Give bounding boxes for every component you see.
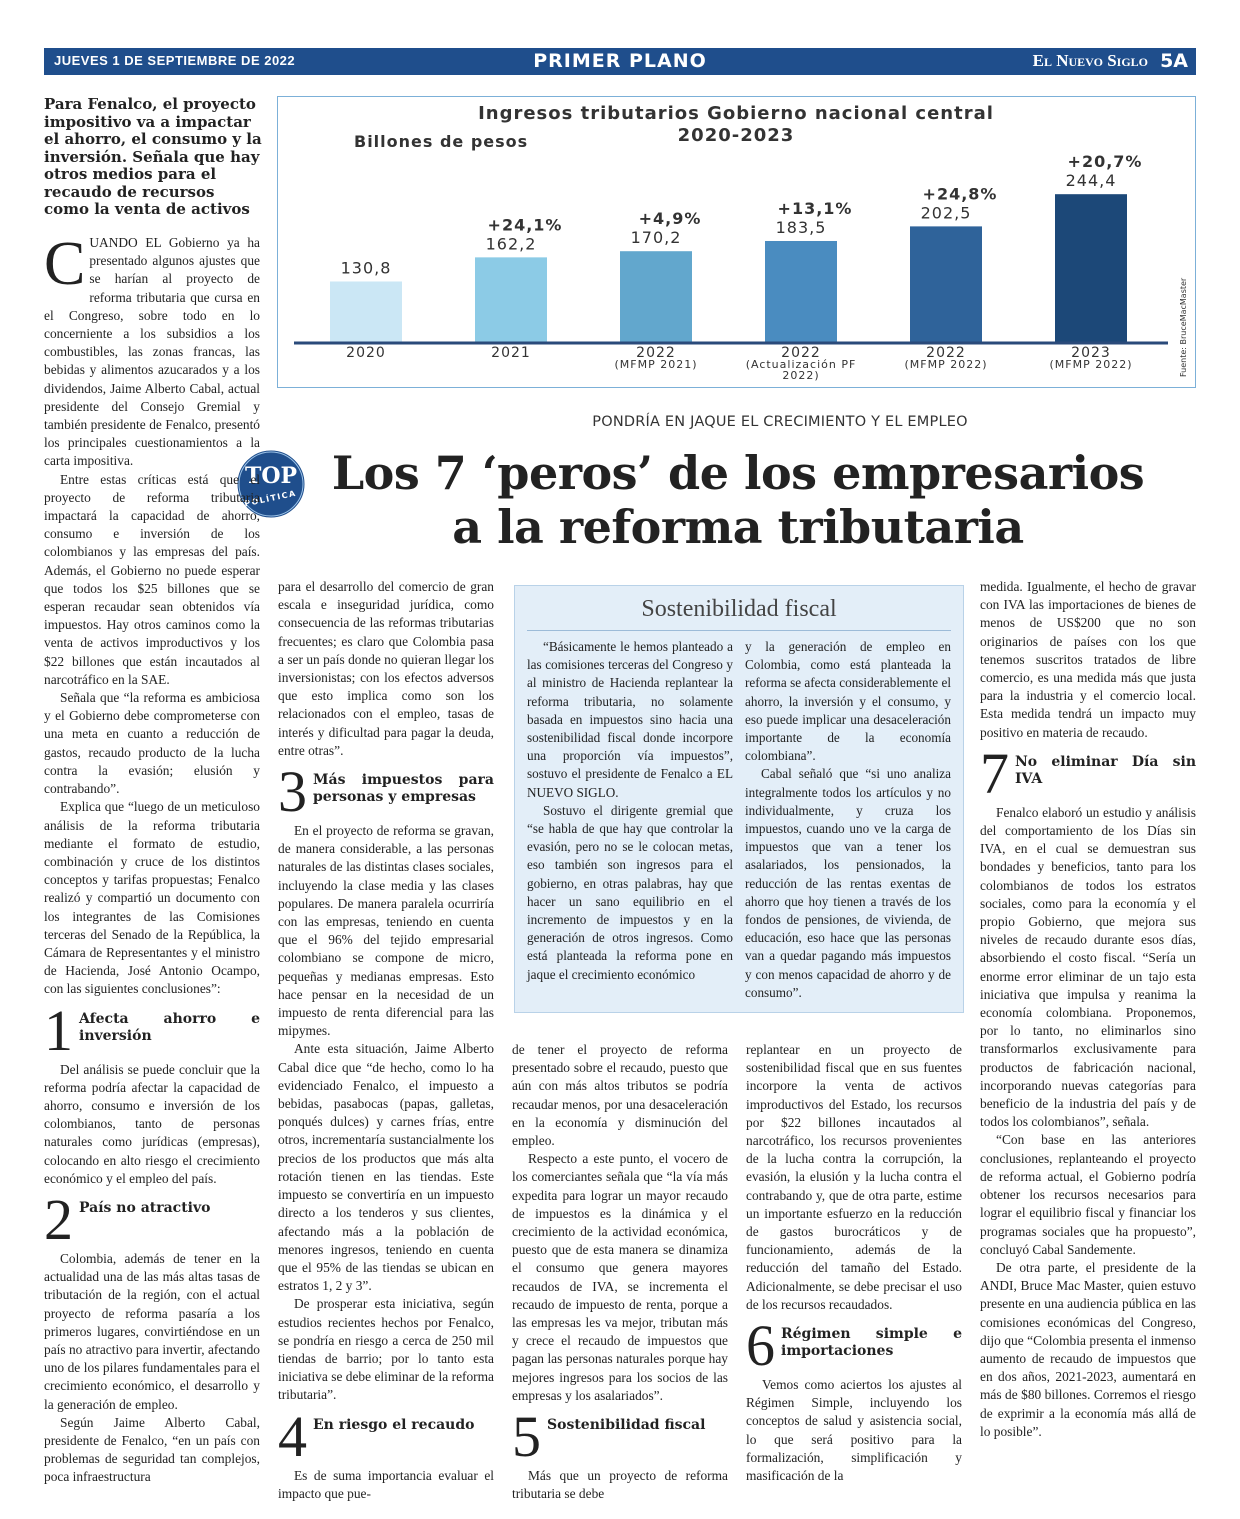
chart-value-label: 202,5 bbox=[920, 203, 972, 223]
point-3-number: 3 bbox=[278, 759, 307, 825]
article-column-5 bbox=[980, 578, 1196, 1441]
chart-growth-label: +20,7% bbox=[1067, 152, 1143, 172]
chart-growth-label: +24,8% bbox=[922, 184, 998, 204]
page-header bbox=[44, 48, 1196, 75]
col5-paragraph-3: “Con base en las anteriores conclusiones, replanteando el proyecto de reforma actual, el Gobierno podría obtener los recursos necesarios para lograr el equilibrio fiscal y financiar los programas sociales que ha propuesto”, concluyó Cabal Sandemente. bbox=[980, 1132, 1196, 1257]
point-1-title: Afecta ahorro e inversión bbox=[79, 1010, 260, 1044]
header-publication: El Nuevo Siglo bbox=[1032, 51, 1148, 70]
col2-paragraph-5: Es de suma importancia evaluar el impacto que pue- bbox=[278, 1467, 494, 1501]
header-date: JUEVES 1 DE SEPTIEMBRE DE 2022 bbox=[54, 53, 296, 68]
col1-paragraph-5: Del análisis se puede concluir que la reforma podría afectar la capacidad de ahorro, consumo e inversión de los colombianos, tanto de personas naturales como jurídicas (empresas), colocando en alto riesgo el crecimiento económico y el empleo del país. bbox=[44, 1061, 260, 1186]
col1-paragraph-1: UANDO EL Gobierno ya ha presentado algunos ajustes que se harían al proyecto de reforma tributaria que cursa en el Congreso, sobre todo en lo concerniente a los subsidios a los combustibles, las zonas francas, las bebidas y alimentos azucarados y a los dividendos, Jaime Alberto Cabal, actual presidente del Consejo Gremial y también presidente de Fenalco, presentó los principales cuestionamientos a la carta impositiva. bbox=[44, 235, 260, 469]
col3-paragraph-3: Más que un proyecto de reforma tributaria se debe bbox=[512, 1468, 728, 1502]
chart-bar bbox=[765, 241, 837, 342]
col1-paragraph-4: Explica que “luego de un meticuloso análisis de la reforma tributaria mediante el formato de estudio, combinación y cruce de los distintos conceptos y tarifas propuestas; Fenalco realizó y compartió un documento con los integrantes de las Comisiones terceras del Senado de la República, la Cámara de Representantes y el ministro de Hacienda, José Antonio Ocampo, con las siguientes conclusiones”: bbox=[44, 799, 260, 997]
col1-paragraph-7: Según Jaime Alberto Cabal, presidente de Fenalco, “en un país con problemas de seguridad tan complejos, poca infraestructura bbox=[44, 1414, 260, 1485]
header-section: PRIMER PLANO bbox=[533, 50, 707, 72]
badge-top: TOP bbox=[244, 463, 298, 489]
chart-title: Ingresos tributarios Gobierno nacional central bbox=[478, 103, 994, 124]
chart-value-label: 183,5 bbox=[775, 217, 827, 237]
point-2-title: País no atractivo bbox=[79, 1199, 211, 1216]
chart-bar bbox=[910, 226, 982, 342]
headline-line-2: a la reforma tributaria bbox=[452, 500, 1024, 554]
point-2-number: 2 bbox=[44, 1186, 73, 1252]
chart-category-sublabel: (Actualización PF bbox=[745, 358, 857, 371]
box-column-left bbox=[527, 638, 733, 984]
point-5-number: 5 bbox=[512, 1404, 541, 1470]
chart-bar bbox=[330, 281, 402, 342]
col2-paragraph-4: De prosperar esta iniciativa, según estudios recientes hechos por Fenalco, se pondría en riesgo a cerca de 250 mil tiendas de barrio; por lo tanto esta iniciativa se debe eliminar de la reforma tributaria”. bbox=[278, 1296, 494, 1403]
lead-summary: Para Fenalco, el proyecto impositivo va a impactar el ahorro, el consumo y la inversión. Señala que hay otros medios para el recaudo de recursos como la venta de activos bbox=[44, 95, 262, 218]
point-6-number: 6 bbox=[746, 1313, 775, 1379]
article-column-4 bbox=[746, 1041, 962, 1485]
col1-paragraph-3: Señala que “la reforma es ambiciosa y el Gobierno debe comprometerse con una meta en cuanto a reducción de gastos, recaudo producto de la lucha contra la evasión; elusión y contrabando”. bbox=[44, 690, 260, 797]
col5-paragraph-2: Fenalco elaboró un estudio y análisis del comportamiento de los Días sin IVA, en el cual se demuestran sus bondades y beneficios, tanto para los colombianos de todos los estratos sociales, como para la economía y el propio Gobierno, que mejora sus niveles de recaudo durante esos días, absorbiendo el costo fiscal. “Sería un enorme error eliminar de un tajo esta iniciativa que impulsa y reanima la economía colombiana. Proponemos, por lo tanto, no eliminarlos sino transformarlos exclusivamente para productos de fabricación nacional, incorporando nuevas categorías para beneficio de la industria del país y de todos los colombianos”, señala. bbox=[980, 804, 1196, 1130]
chart-source: Fuente: BruceMacMaster bbox=[1179, 277, 1188, 377]
col4-paragraph-2: Vemos como aciertos los ajustes al Régimen Simple, incluyendo los conceptos de salud y asistencia social, lo que será positivo para la formalización, simplificación y masificación de la bbox=[746, 1377, 962, 1484]
chart-value-label: 170,2 bbox=[630, 228, 682, 248]
article-column-2 bbox=[278, 578, 494, 1503]
chart-growth-label: +24,1% bbox=[487, 215, 563, 235]
sidebar-box bbox=[514, 585, 964, 1013]
point-7-title: No eliminar Día sin IVA bbox=[1015, 753, 1196, 787]
headline-line-1: Los 7 ‘peros’ de los empresarios bbox=[331, 446, 1145, 500]
revenue-chart-svg bbox=[278, 97, 1195, 387]
point-6-heading bbox=[746, 1313, 962, 1379]
col5-paragraph-1: medida. Igualmente, el hecho de gravar con IVA las importaciones de bienes de menos de US$200 que no son originarios de países con los que tenemos suscritos tratados de libre comercio, es una medida más que justa para la industria y el comercio local. Esta medida tendrá un impacto muy positivo en materia de recaudo. bbox=[980, 579, 1196, 740]
badge-politica: POLÍTICA bbox=[243, 488, 298, 509]
chart-growth-label: +13,1% bbox=[777, 198, 853, 218]
col1-paragraph-2: Entre estas críticas está que el proyecto de reforma tributaria impactará la capacidad de ahorro, consumo e inversión de los colombianos y las empresas del país. Además, el Gobierno no puede esperar que todos los $25 billones que se esperan recaudar sean obtenidos vía impuestos. Hay otros caminos como la venta de activos improductivos y los $22 billones que están incautados al narcotráfico en la SAE. bbox=[44, 471, 260, 687]
kicker: PONDRÍA EN JAQUE EL CRECIMIENTO Y EL EMPLEO bbox=[592, 414, 968, 430]
point-2-heading bbox=[44, 1186, 260, 1252]
box-divider bbox=[527, 630, 951, 631]
box-right-paragraph-2: Cabal señaló que “si uno analiza integralmente todos los artículos y no individualmente, y cruza los impuestos, cuando uno ve la carga de impuestos que van a tener los asalariados, los pensionados, la reducción de las rentas exentas de ahorro que hoy tienen a través de los fondos de pensiones, de vivienda, de educación, eso hace que las personas van a quedar pagando más impuestos y con menos capacidad de ahorro y de consumo”. bbox=[745, 766, 951, 1000]
chart-title-years: 2020-2023 bbox=[677, 125, 795, 146]
box-left-paragraph-2: Sostuvo el dirigente gremial que “se habla de que hay que controlar la evasión, pero no se le colocan metas, eso también son ingresos para el gobierno, en otras palabras, hay que hacer un sano equilibrio en el incremento de impuestos y en la generación de otros ingresos. Como está planteada la reforma pone en jaque el crecimiento económico bbox=[527, 802, 733, 982]
chart-category-label: 2020 bbox=[346, 345, 386, 361]
chart-category-label: 2021 bbox=[491, 345, 531, 361]
chart-value-label: 244,4 bbox=[1065, 171, 1117, 191]
chart-category-label: 2022 bbox=[781, 345, 821, 361]
col1-paragraph-6: Colombia, además de tener en la actualidad una de las más altas tasas de tributación de la región, con el actual proyecto de reforma pasaría a los primeros lugares, convirtiéndose en un país no atractivo para invertir, afectando uno de los pilares fundamentales para el crecimiento económico, el desarrollo y la generación de empleo. bbox=[44, 1250, 260, 1412]
headline bbox=[280, 446, 1196, 554]
point-4-number: 4 bbox=[278, 1403, 307, 1469]
header-page-number: 5A bbox=[1160, 50, 1188, 72]
point-1-number: 1 bbox=[44, 997, 73, 1063]
article-column-1 bbox=[44, 230, 260, 1487]
col2-paragraph-3: Ante esta situación, Jaime Alberto Cabal dice que “de hecho, como lo ha evidenciado Fenalco, el impuesto a bebidas, pasabocas (papas, galletas, ponqués dulces) y carnes frías, entre otros, incrementaría sustancialmente los precios de los productos que más alta rotación tienen en las tiendas. Este impuesto se convertiría en un impuesto directo a los tenderos y sus clientes, afectando más a la población de menores ingresos, teniendo en cuenta que el 95% de las tiendas se ubican en estratos 1, 2 y 3”. bbox=[278, 1041, 494, 1294]
chart-bar bbox=[620, 251, 692, 342]
point-5-title: Sostenibilidad fiscal bbox=[547, 1417, 706, 1434]
chart-category-label: 2022 bbox=[636, 345, 676, 361]
chart-category-label: 2023 bbox=[1071, 345, 1111, 361]
chart-subtitle: Billones de pesos bbox=[354, 132, 529, 151]
col2-paragraph-2: En el proyecto de reforma se gravan, de manera considerable, a las personas naturales de las distintas clases sociales, incluyendo la clase media y las clases populares. De manera paralela ocurriría con las empresas, teniendo en cuenta que el 96% del tejido empresarial colombiano se compone de micro, pequeñas y medianas empresas. Esto hace pensar en la necesidad de un impuesto de renta diferencial para las mipymes. bbox=[278, 823, 494, 1039]
article-column-3 bbox=[512, 1041, 728, 1503]
point-4-title: En riesgo el recaudo bbox=[313, 1416, 475, 1433]
col3-paragraph-2: Respecto a este punto, el vocero de los comerciantes señala que “la vía más expedita para lograr un mayor recaudo de impuestos es la dinámica y el crecimiento de la actividad económica, puesto que de esta manera se dinamiza el consumo que genera mayores recaudos de IVA, se incrementa el recaudo de impuesto de renta, porque a las empresas les va mejor, tributan más y crece el recaudo de impuestos que pagan las personas naturales porque hay mejores ingresos para los socios de las empresas y los asalariados”. bbox=[512, 1151, 728, 1403]
point-3-heading bbox=[278, 759, 494, 825]
col3-paragraph-1: de tener el proyecto de reforma presentado sobre el recaudo, puesto que aún con más altos tributos se podría recaudar menos, por una desaceleración en la economía y disminución del empleo. bbox=[512, 1042, 728, 1149]
revenue-chart bbox=[277, 96, 1196, 388]
point-4-heading bbox=[278, 1403, 494, 1469]
col5-paragraph-4: De otra parte, el presidente de la ANDI, Bruce Mac Master, quien estuvo presente en una audiencia pública en las comisiones económicas del Congreso, dijo que “Colombia presenta el inmenso aumento de recaudo de impuestos que en dos años, 2021-2023, aumentará en más de $80 billones. Corremos el riesgo de exprimir a la economía más allá de lo posible”. bbox=[980, 1259, 1196, 1439]
box-left-paragraph-1: “Básicamente le hemos planteado a las comisiones terceras del Congreso y al ministro de Hacienda replantear la reforma tributaria, no solamente basada en impuestos sino hacia una sostenibilidad fiscal donde incorpore una proporción vía impuestos”, sostuvo el presidente de Fenalco a EL NUEVO SIGLO. bbox=[527, 639, 733, 800]
chart-value-label: 162,2 bbox=[485, 234, 537, 254]
chart-category-sublabel: (MFMP 2021) bbox=[614, 358, 698, 371]
point-7-number: 7 bbox=[980, 740, 1009, 806]
point-5-heading bbox=[512, 1404, 728, 1470]
chart-category-sublabel: (MFMP 2022) bbox=[904, 358, 988, 371]
point-7-heading bbox=[980, 740, 1196, 806]
point-6-title: Régimen simple e importaciones bbox=[781, 1326, 962, 1360]
chart-bar bbox=[475, 257, 547, 342]
drop-cap: C bbox=[44, 230, 86, 298]
chart-bar bbox=[1055, 194, 1127, 342]
chart-growth-label: +4,9% bbox=[638, 209, 702, 229]
chart-category-label: 2022 bbox=[926, 345, 966, 361]
box-right-paragraph-1: y la generación de empleo en Colombia, como está planteada la reforma se afecta considerablemente el ahorro, la inversión y el consumo, y eso puede implicar una desaceleración importante de la economía colombiana”. bbox=[745, 639, 951, 764]
box-title: Sostenibilidad fiscal bbox=[641, 596, 837, 622]
point-3-title: Más impuestos para personas y empresas bbox=[313, 772, 494, 806]
col4-paragraph-1: replantear en un proyecto de sostenibilidad fiscal que en sus fuentes incorpore la venta de activos improductivos del Estado, los recursos por $22 billones incautados al narcotráfico, los recursos provenientes de la lucha contra la corrupción, la evasión, la elusión y la lucha contra el contrabando y, que de otra parte, estime un importante esfuerzo en la reducción de gastos burocráticos y de funcionamiento, además de la reducción del tamaño del Estado. Adicionalmente, se debe precisar el uso de los recursos recaudados. bbox=[746, 1042, 962, 1312]
point-1-heading bbox=[44, 997, 260, 1063]
chart-category-sublabel: (MFMP 2022) bbox=[1049, 358, 1133, 371]
chart-value-label: 130,8 bbox=[340, 258, 392, 278]
chart-category-sublabel: 2022) bbox=[782, 369, 820, 382]
box-column-right bbox=[745, 638, 951, 1002]
col2-paragraph-1: para el desarrollo del comercio de gran escala e inseguridad jurídica, como consecuencia de las reformas tributarias frecuentes; es claro que Colombia pasa a ser un país donde no quieran llegar los inversionistas; con los efectos adversos que esto implica como son los relacionados con el empleo, tasas de interés y dificultad para pagar la deuda, entre otras”. bbox=[278, 579, 494, 758]
chart-bars bbox=[330, 152, 1142, 382]
